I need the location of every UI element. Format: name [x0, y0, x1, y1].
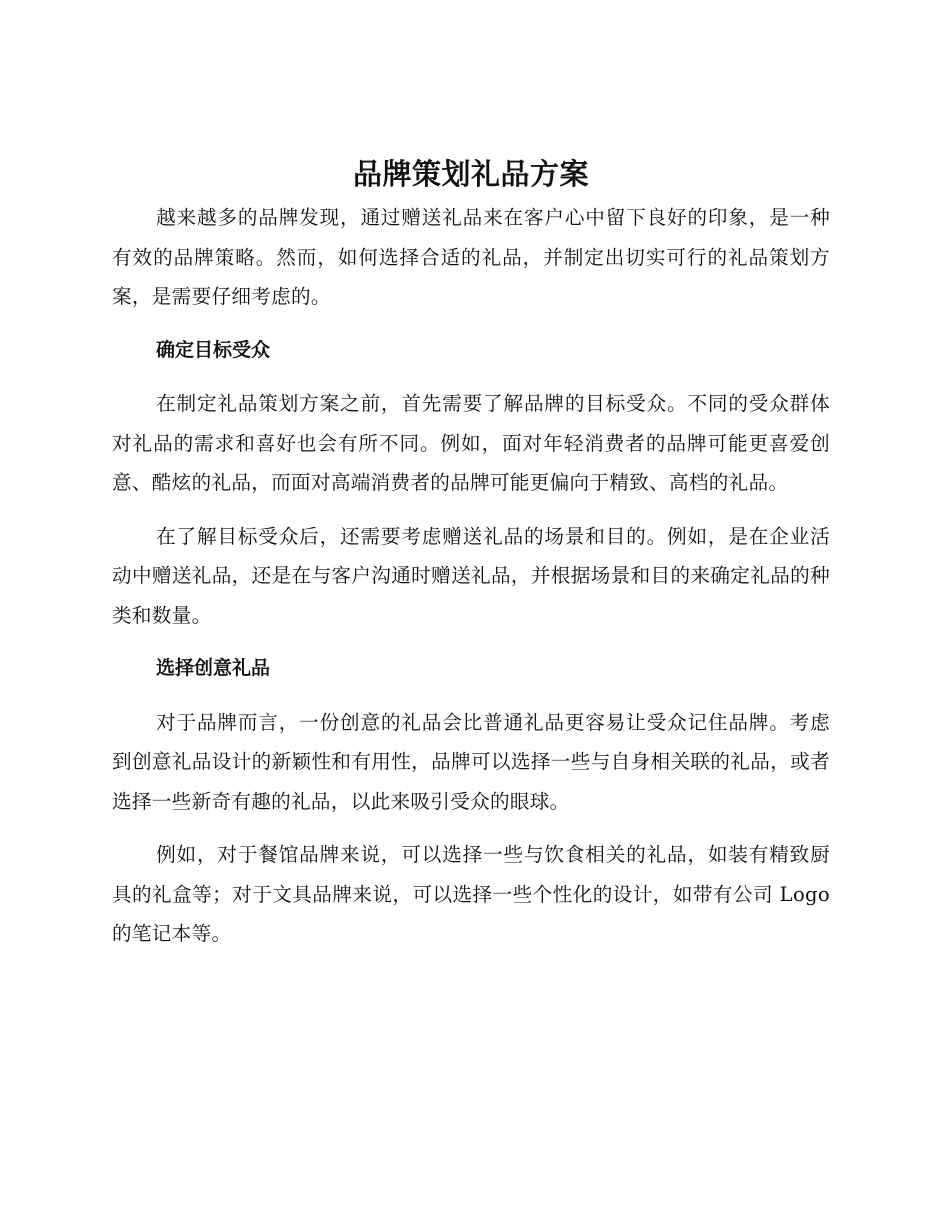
section-heading-creative-gifts: 选择创意礼品	[156, 657, 271, 679]
creative-gifts-paragraph-1: 对于品牌而言，一份创意的礼品会比普通礼品更容易让受众记住品牌。考虑到创意礼品设计的新颖性和有用性，品牌可以选择一些与自身相关联的礼品，或者选择一些新奇有趣的礼品，以此来吸引受众的眼球。	[112, 710, 830, 813]
document-body	[112, 150, 830, 954]
creative-gifts-paragraph-2: 例如，对于餐馆品牌来说，可以选择一些与饮食相关的礼品，如装有精致厨具的礼盒等；对于文具品牌来说，可以选择一些个性化的设计，如带有公司 Logo 的笔记本等。	[112, 843, 830, 945]
section-heading-target-audience: 确定目标受众	[156, 338, 271, 361]
intro-paragraph: 越来越多的品牌发现，通过赠送礼品来在客户心中留下良好的印象，是一种有效的品牌策略。然而，如何选择合适的礼品，并制定出切实可行的礼品策划方案，是需要仔细考虑的。	[112, 206, 830, 308]
document-title: 品牌策划礼品方案	[352, 157, 589, 191]
target-audience-paragraph-1: 在制定礼品策划方案之前，首先需要了解品牌的目标受众。不同的受众群体对礼品的需求和喜好也会有所不同。例如，面对年轻消费者的品牌可能更喜爱创意、酷炫的礼品，而面对高端消费者的品牌可能更偏向于精致、高档的礼品。	[112, 392, 830, 494]
target-audience-paragraph-2: 在了解目标受众后，还需要考虑赠送礼品的场景和目的。例如，是在企业活动中赠送礼品，还是在与客户沟通时赠送礼品，并根据场景和目的来确定礼品的种类和数量。	[112, 524, 830, 627]
